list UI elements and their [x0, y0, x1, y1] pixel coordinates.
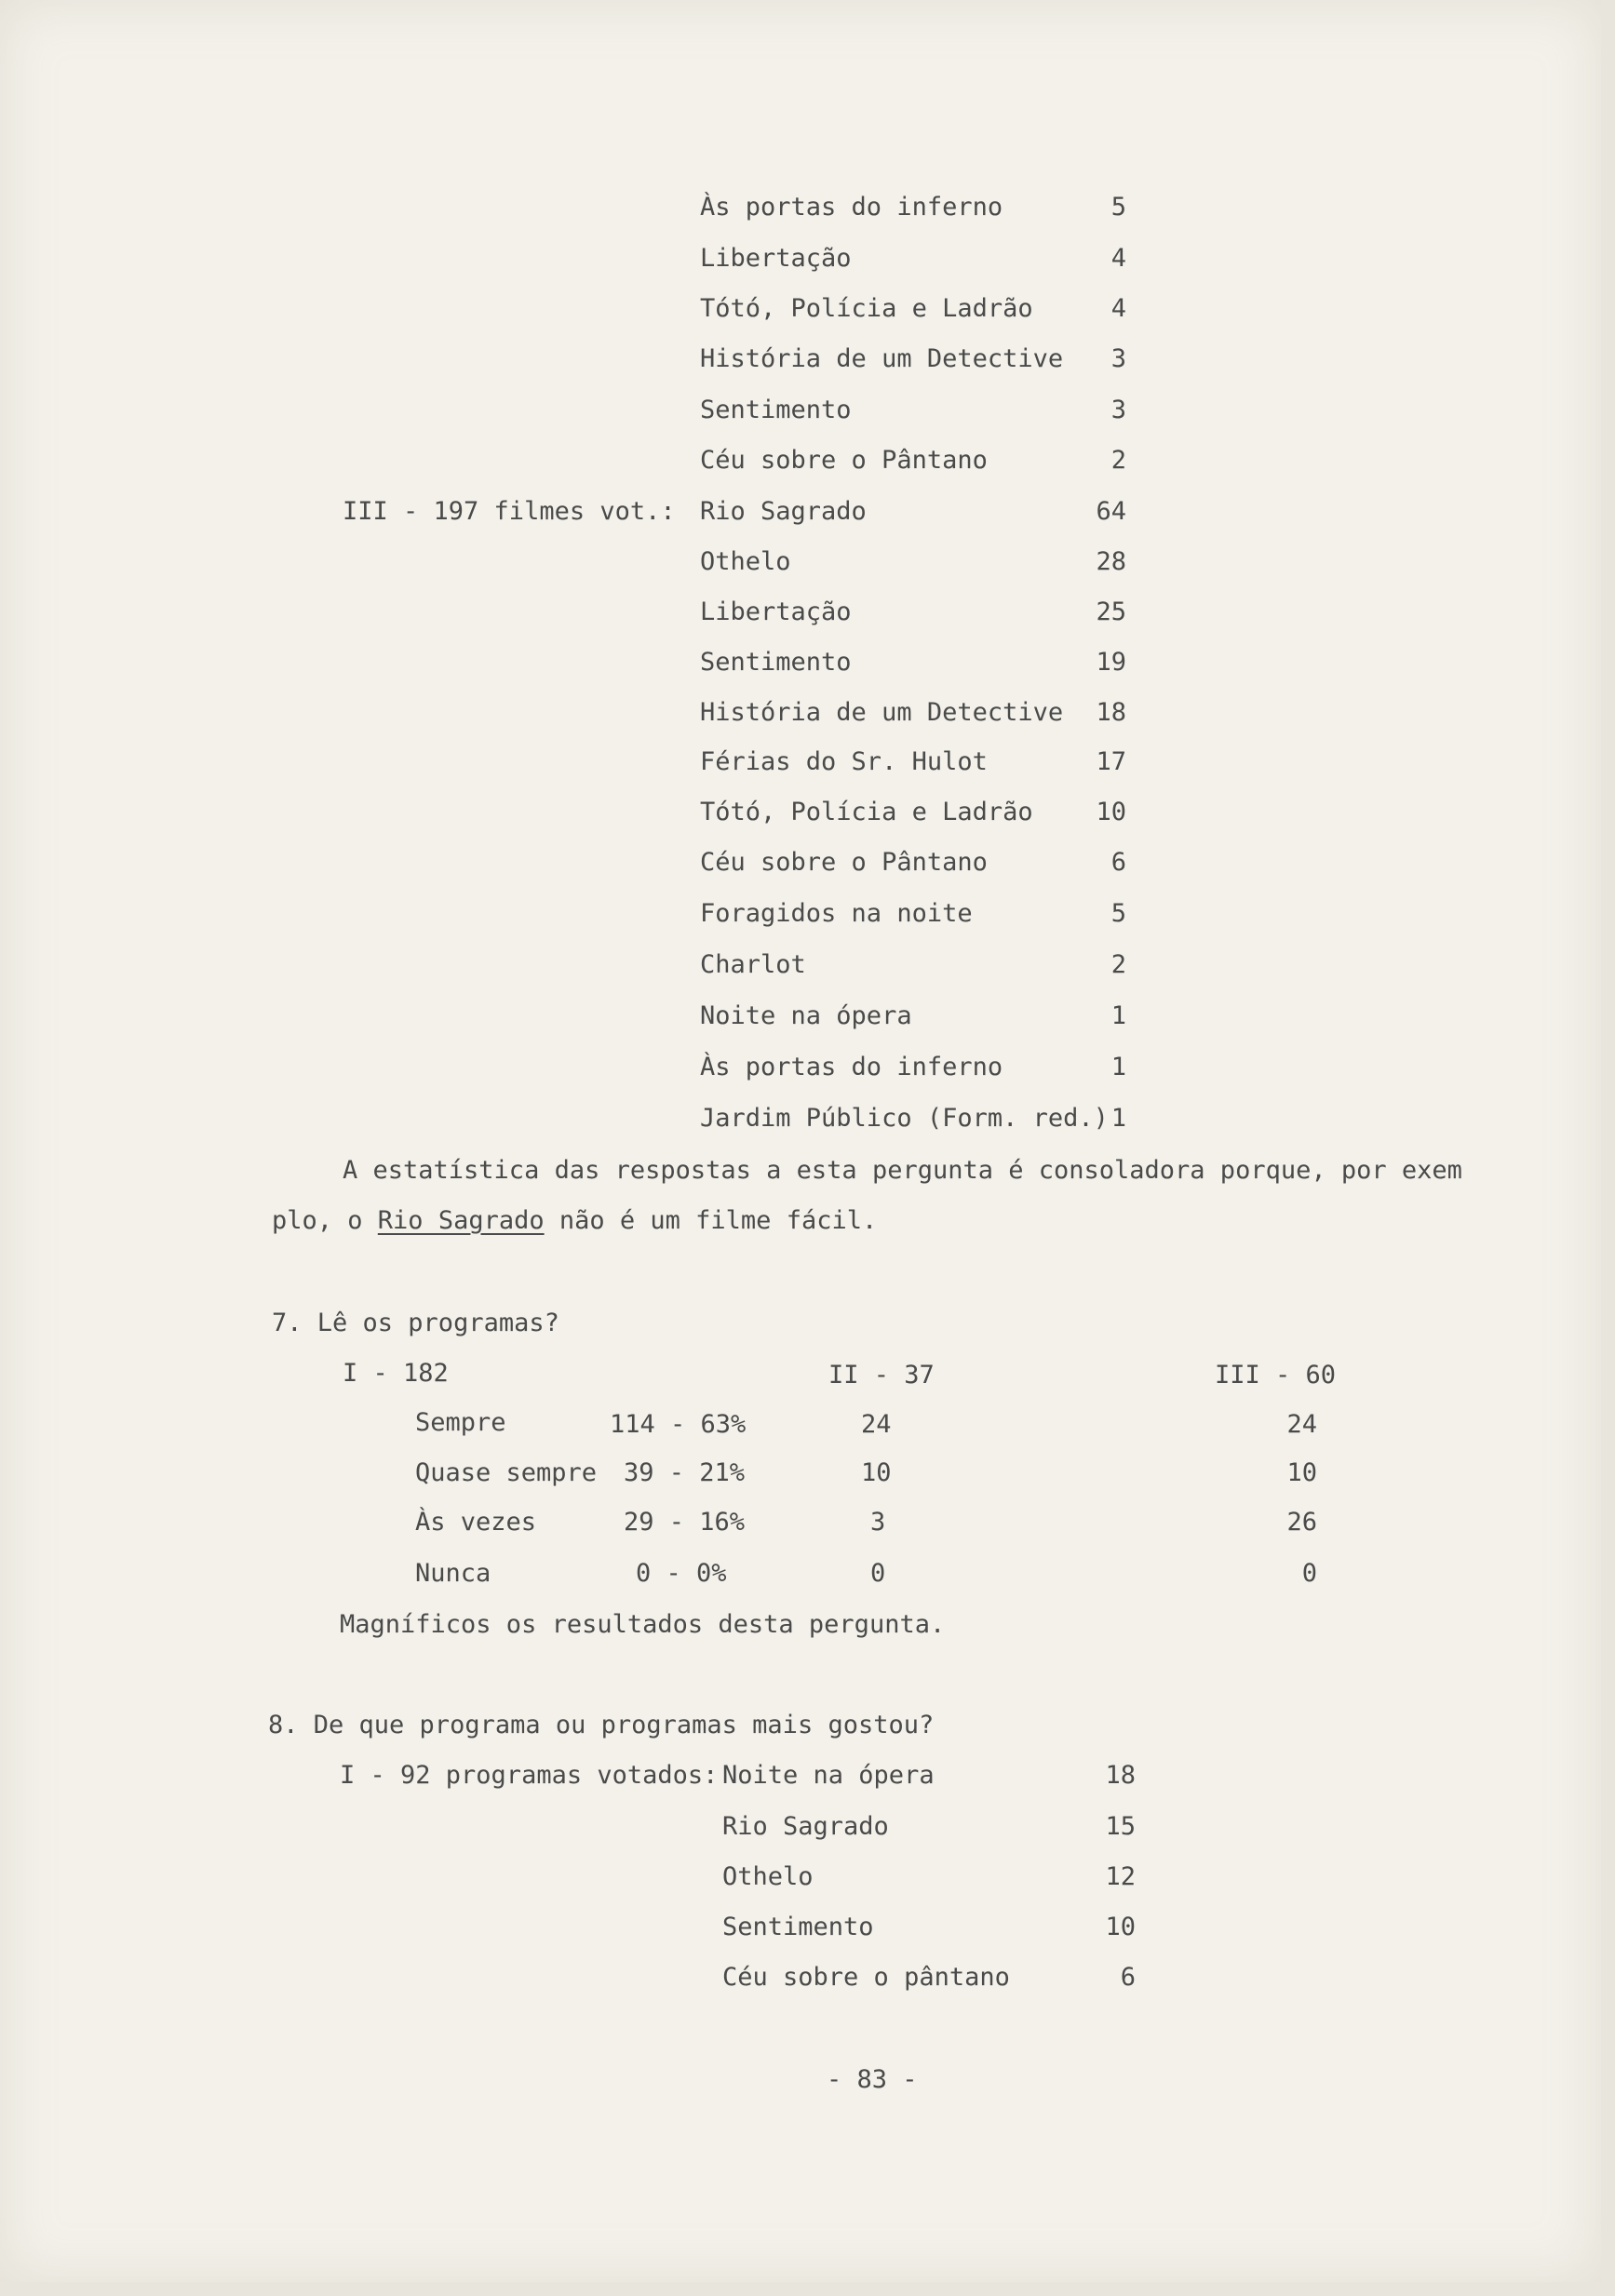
underlined-film-title: Rio Sagrado	[377, 1206, 545, 1235]
film-title: Rio Sagrado	[700, 497, 867, 526]
program-votes: 12	[1105, 1862, 1136, 1891]
film-title: Férias do Sr. Hulot	[700, 747, 988, 776]
comment-line: Magníficos os resultados desta pergunta.	[340, 1610, 946, 1639]
answer-value-II: 10	[861, 1458, 892, 1487]
film-votes: 5	[1110, 193, 1126, 222]
film-votes: 6	[1110, 848, 1126, 877]
film-votes: 18	[1096, 698, 1126, 727]
paragraph-text: plo, o	[272, 1206, 378, 1235]
answer-value-III: 26	[1286, 1508, 1317, 1537]
film-title: Às portas do inferno	[700, 1053, 1003, 1081]
column-header-II: II - 37	[828, 1361, 935, 1390]
group-label: I - 92 programas votados:	[340, 1761, 719, 1790]
film-title: História de um Detective	[700, 344, 1064, 373]
answer-label: Sempre	[415, 1408, 506, 1437]
program-title: Noite na ópera	[722, 1761, 935, 1790]
film-votes: 5	[1110, 899, 1126, 928]
film-title: Othelo	[700, 547, 791, 576]
film-votes: 1	[1110, 1104, 1126, 1133]
program-votes: 18	[1105, 1761, 1136, 1790]
film-votes: 10	[1096, 798, 1126, 826]
program-title: Rio Sagrado	[722, 1812, 889, 1841]
paragraph-text: não é um filme fácil.	[544, 1206, 878, 1235]
program-title: Sentimento	[722, 1913, 874, 1941]
program-title: Othelo	[722, 1862, 814, 1891]
film-votes: 25	[1096, 597, 1126, 626]
film-title: Libertação	[700, 597, 852, 626]
film-title: Tótó, Polícia e Ladrão	[700, 294, 1033, 323]
film-title: Sentimento	[700, 648, 852, 677]
film-title: Charlot	[700, 950, 806, 979]
film-title: Foragidos na noite	[700, 899, 973, 928]
answer-value-I: 39 - 21%	[624, 1458, 746, 1487]
answer-value-I: 114 - 63%	[610, 1410, 747, 1439]
program-votes: 15	[1105, 1812, 1136, 1841]
film-title: Tótó, Polícia e Ladrão	[700, 798, 1033, 826]
answer-value-I: 29 - 16%	[624, 1508, 746, 1537]
answer-value-III: 0	[1301, 1559, 1317, 1588]
film-title: Céu sobre o Pântano	[700, 848, 988, 877]
film-votes: 4	[1110, 244, 1126, 273]
answer-value-I: 0 - 0%	[636, 1559, 727, 1588]
paragraph-line	[272, 1205, 877, 1237]
program-votes: 6	[1120, 1963, 1136, 1992]
question-heading: 7. Lê os programas?	[272, 1309, 559, 1337]
film-votes: 17	[1096, 747, 1126, 776]
film-votes: 3	[1110, 396, 1126, 424]
film-title: Às portas do inferno	[700, 193, 1003, 222]
film-votes: 19	[1096, 648, 1126, 677]
film-votes: 2	[1110, 446, 1126, 475]
film-title: Jardim Público (Form. red.)	[700, 1104, 1109, 1133]
answer-value-II: 24	[861, 1410, 892, 1439]
answer-label: Às vezes	[415, 1508, 537, 1537]
answer-value-III: 24	[1286, 1410, 1317, 1439]
program-title: Céu sobre o pântano	[722, 1963, 1010, 1992]
answer-label: Quase sempre	[415, 1458, 598, 1487]
film-title: Noite na ópera	[700, 1001, 912, 1030]
film-votes: 1	[1110, 1001, 1126, 1030]
program-votes: 10	[1105, 1913, 1136, 1941]
question-heading: 8. De que programa ou programas mais gostou?	[268, 1711, 935, 1739]
film-votes: 1	[1110, 1053, 1126, 1081]
film-title: Céu sobre o Pântano	[700, 446, 988, 475]
film-votes: 2	[1110, 950, 1126, 979]
film-votes: 3	[1110, 344, 1126, 373]
answer-label: Nunca	[415, 1559, 491, 1588]
answer-value-II: 3	[870, 1508, 886, 1537]
paragraph-line: A estatística das respostas a esta pergunta é consoladora porque, por exem	[343, 1156, 1462, 1185]
group-label: III - 197 filmes vot.:	[343, 497, 676, 526]
film-votes: 28	[1096, 547, 1126, 576]
film-title: História de um Detective	[700, 698, 1064, 727]
film-title: Libertação	[700, 244, 852, 273]
film-title: Sentimento	[700, 396, 852, 424]
column-header-III: III - 60	[1215, 1361, 1337, 1390]
answer-value-II: 0	[870, 1559, 886, 1588]
answer-value-III: 10	[1286, 1458, 1317, 1487]
film-votes: 4	[1110, 294, 1126, 323]
page-number: - 83 -	[827, 2065, 918, 2094]
film-votes: 64	[1096, 497, 1126, 526]
column-header-I: I - 182	[343, 1359, 449, 1388]
